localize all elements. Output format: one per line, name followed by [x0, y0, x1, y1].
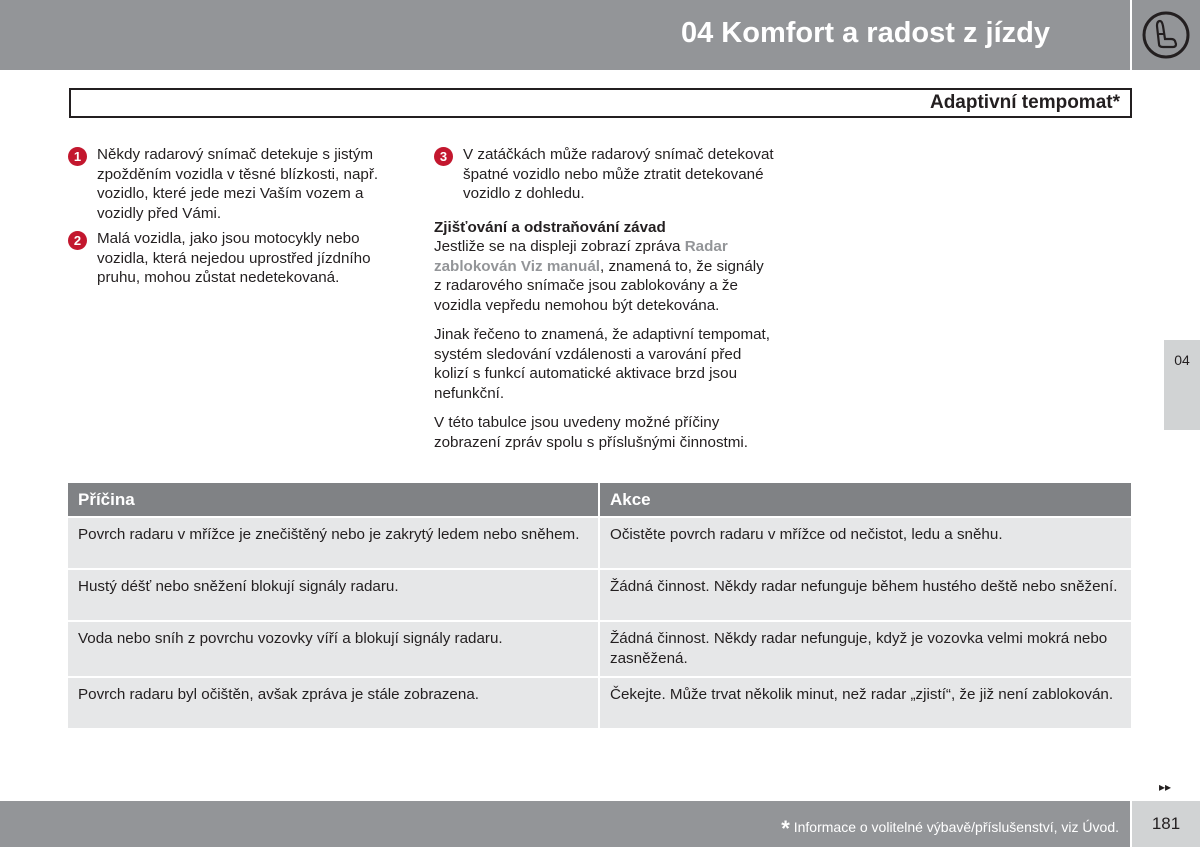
footer-bar	[0, 801, 1130, 847]
list-item	[434, 145, 774, 204]
cause-cell: Povrch radaru v mřížce je znečištěný nebo je zakrytý ledem nebo sněhem.	[68, 518, 600, 570]
paragraph	[434, 237, 774, 315]
troubleshooting-heading: Zjišťování a odstraňování závad	[434, 218, 666, 236]
paragraph-text: Jestliže se na displeji zobrazí zpráva	[434, 238, 685, 255]
number-badge: 3	[434, 147, 453, 166]
footnote-star: *	[781, 816, 790, 841]
page-number: 181	[1132, 801, 1200, 847]
list-item	[68, 229, 408, 288]
seat-icon	[1141, 10, 1191, 60]
cause-cell: Hustý déšť nebo sněžení blokují signály radaru.	[68, 570, 600, 622]
cause-cell: Voda nebo sníh z povrchu vozovky víří a blokují signály radaru.	[68, 622, 600, 678]
number-badge: 1	[68, 147, 87, 166]
section-title: Adaptivní tempomat*	[929, 92, 1120, 113]
middle-column	[434, 145, 774, 452]
table-header-row	[68, 483, 1131, 518]
column-header-cause: Příčina	[68, 483, 600, 518]
action-cell: Žádná činnost. Někdy radar nefunguje během hustého deště nebo sněžení.	[600, 570, 1131, 622]
troubleshooting-table	[68, 483, 1131, 730]
next-page-arrows-icon: ▸▸	[1159, 780, 1172, 794]
paragraph: V této tabulce jsou uvedeny možné příčiny zobrazení zpráv spolu s příslušnými činnostmi.	[434, 414, 748, 451]
table-row	[68, 570, 1131, 622]
chapter-side-tab: 04	[1164, 340, 1200, 430]
chapter-icon-box	[1132, 0, 1200, 70]
table-row	[68, 518, 1131, 570]
table-row	[68, 678, 1131, 730]
paragraph-text: , znamená to, že signály z radarového snímače jsou zablokovány a že vozidla vepředu nemohou být detekována.	[434, 257, 764, 314]
action-cell: Očistěte povrch radaru v mřížce od nečistot, ledu a sněhu.	[600, 518, 1131, 570]
header-bar	[0, 0, 1130, 70]
column-header-action: Akce	[600, 483, 1131, 518]
list-item-text: V zatáčkách může radarový snímač detekovat špatné vozidlo nebo může ztratit detekované vozidlo z dohledu.	[463, 146, 774, 202]
display-message: Radar zablokován Viz manuál	[434, 238, 728, 275]
paragraph: Jinak řečeno to znamená, že adaptivní tempomat, systém sledování vzdálenosti a varování před kolizí s funkcí automatické aktivace brzd jsou nefunkční.	[434, 326, 771, 402]
section-title-box	[69, 88, 1132, 118]
footnote	[781, 816, 1119, 842]
list-item-text: Malá vozidla, jako jsou motocykly nebo vozidla, která nejedou uprostřed jízdního pruhu, mohou zůstat nedetekovaná.	[97, 230, 371, 286]
table-row	[68, 622, 1131, 678]
cause-cell: Povrch radaru byl očištěn, avšak zpráva je stále zobrazena.	[68, 678, 600, 730]
footnote-text: Informace o volitelné výbavě/příslušenství, viz Úvod.	[793, 819, 1119, 835]
action-cell: Žádná činnost. Někdy radar nefunguje, když je vozovka velmi mokrá nebo zasněžená.	[600, 622, 1131, 678]
number-badge: 2	[68, 231, 87, 250]
list-item	[68, 145, 408, 223]
action-cell: Čekejte. Může trvat několik minut, než radar „zjistí“, že již není zablokován.	[600, 678, 1131, 730]
list-item-text: Někdy radarový snímač detekuje s jistým zpožděním vozidla v těsné blízkosti, např. vozidlo, které jede mezi Vaším vozem a vozidly před Vámi.	[97, 146, 379, 222]
left-column	[68, 145, 408, 294]
chapter-title: 04 Komfort a radost z jízdy	[680, 17, 1050, 49]
